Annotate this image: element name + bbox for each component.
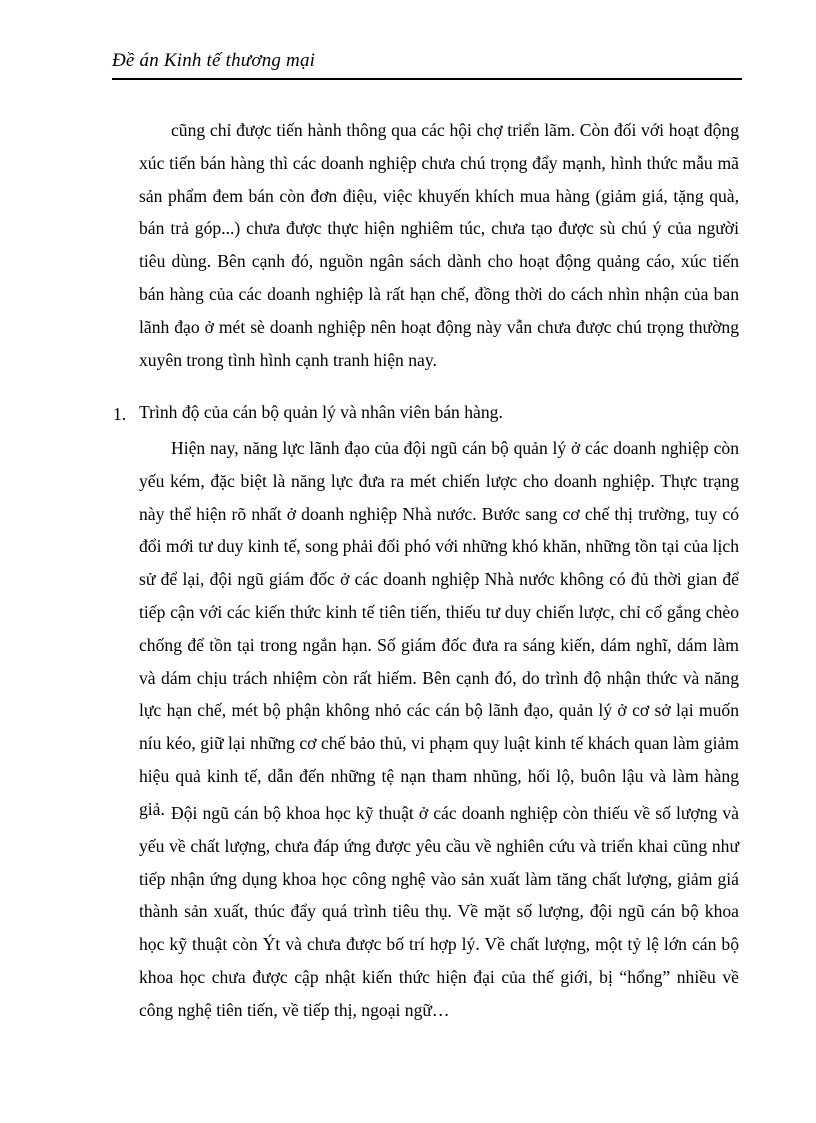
paragraph-promotion: cũng chỉ được tiến hành thông qua các hội chợ triển lãm. Còn đối với hoạt động xúc tiến bán hàng thì các doanh nghiệp chưa chú trọng đẩy mạnh, hình thức mẫu mã sản phẩm đem bán còn đơn điệu, việc khuyến khích mua hàng (giảm giá, tặng quà, bán trả góp...) chưa được thực hiện nghiêm túc, chưa tạo được sù chú ý của người tiêu dùng. Bên cạnh đó, nguồn ngân sách dành cho hoạt động quảng cáo, xúc tiến bán hàng của các doanh nghiệp là rất hạn chế, đồng thời do cách nhìn nhận của ban lãnh đạo ở mét sè doanh nghiệp nên hoạt động này vẫn chưa được chú trọng thường xuyên trong tình hình cạnh tranh hiện nay.	[139, 120, 739, 370]
document-title: Đề án Kinh tế thương mại	[112, 50, 316, 71]
page-header	[112, 48, 742, 80]
paragraph-technical-staff: Đội ngũ cán bộ khoa học kỹ thuật ở các doanh nghiệp còn thiếu về số lượng và yếu về chất lượng, chưa đáp ứng được yêu cầu về nghiên cứu và triển khai cũng như tiếp nhận ứng dụng khoa học công nghệ vào sản xuất làm tăng chất lượng, giảm giá thành sản xuất, thúc đẩy quá trình tiêu thụ. Về mặt số lượng, đội ngũ cán bộ khoa học kỹ thuật còn Ýt và chưa được bố trí hợp lý. Về chất lượng, một tỷ lệ lớn cán bộ khoa học chưa được cập nhật kiến thức hiện đại của thế giới, bị “hổng” nhiều về công nghệ tiên tiến, về tiếp thị, ngoại ngữ…	[139, 803, 739, 1020]
section-title: Trình độ của cán bộ quản lý và nhân viên bán hàng.	[139, 402, 503, 422]
section-number: 1.	[113, 404, 127, 424]
paragraph-management: Hiện nay, năng lực lãnh đạo của đội ngũ cán bộ quản lý ở các doanh nghiệp còn yếu kém, đặc biệt là năng lực đưa ra mét chiến lược cho doanh nghiệp. Thực trạng này thể hiện rõ nhất ở doanh nghiệp Nhà nước. Bước sang cơ chế thị trường, tuy có đổi mới tư duy kinh tế, song phải đối phó với những khó khăn, những tồn tại của lịch sử để lại, đội ngũ giám đốc ở các doanh nghiệp Nhà nước không có đủ thời gian để tiếp cận với các kiến thức kinh tế tiên tiến, thiếu tư duy chiến lược, chỉ cố gắng chèo chống để tồn tại trong ngắn hạn. Số giám đốc đưa ra sáng kiến, dám nghĩ, dám làm và dám chịu trách nhiệm còn rất hiếm. Bên cạnh đó, do trình độ nhận thức và năng lực hạn chế, mét bộ phận không nhỏ các cán bộ lãnh đạo, quản lý ở cơ sở lại muốn níu kéo, giữ lại những cơ chế bảo thủ, vi phạm quy luật kinh tế khách quan làm giảm hiệu quả kinh tế, dẫn đến những tệ nạn tham nhũng, hối lộ, buôn lậu và làm hàng giả.	[139, 438, 739, 819]
